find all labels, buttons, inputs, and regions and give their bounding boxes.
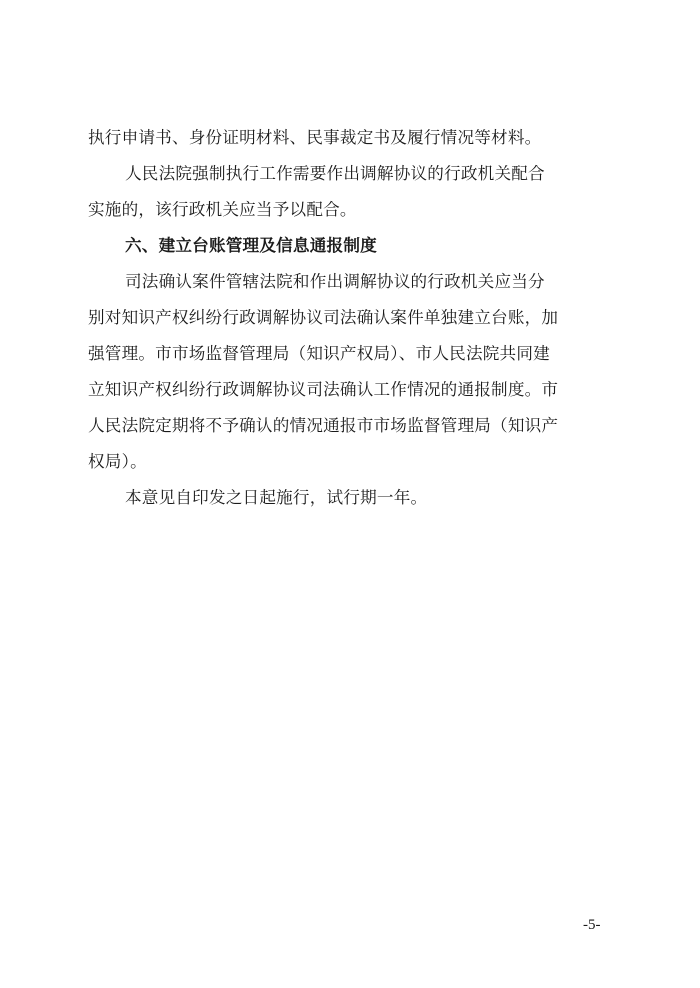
section-heading: 六、建立台账管理及信息通报制度 — [125, 236, 377, 255]
paragraph-line: 人民法院定期将不予确认的情况通报市市场监督管理局（知识产 — [88, 416, 559, 435]
paragraph-line: 人民法院强制执行工作需要作出调解协议的行政机关配合 — [125, 164, 545, 183]
paragraph-line: 权局）。 — [88, 452, 147, 471]
paragraph-line: 本意见自印发之日起施行，试行期一年。 — [125, 488, 428, 507]
paragraph-line: 实施的，该行政机关应当予以配合。 — [88, 200, 357, 219]
paragraph-line: 立知识产权纠纷行政调解协议司法确认工作情况的通报制度。市 — [88, 380, 559, 399]
paragraph-line: 执行申请书、身份证明材料、民事裁定书及履行情况等材料。 — [88, 128, 542, 147]
paragraph-line: 司法确认案件管辖法院和作出调解协议的行政机关应当分 — [125, 272, 545, 291]
paragraph-line: 强管理。市市场监督管理局（知识产权局）、市人民法院共同建 — [88, 344, 550, 363]
page-number: -5- — [583, 917, 601, 933]
paragraph-line: 别对知识产权纠纷行政调解协议司法确认案件单独建立台账，加 — [88, 308, 559, 327]
